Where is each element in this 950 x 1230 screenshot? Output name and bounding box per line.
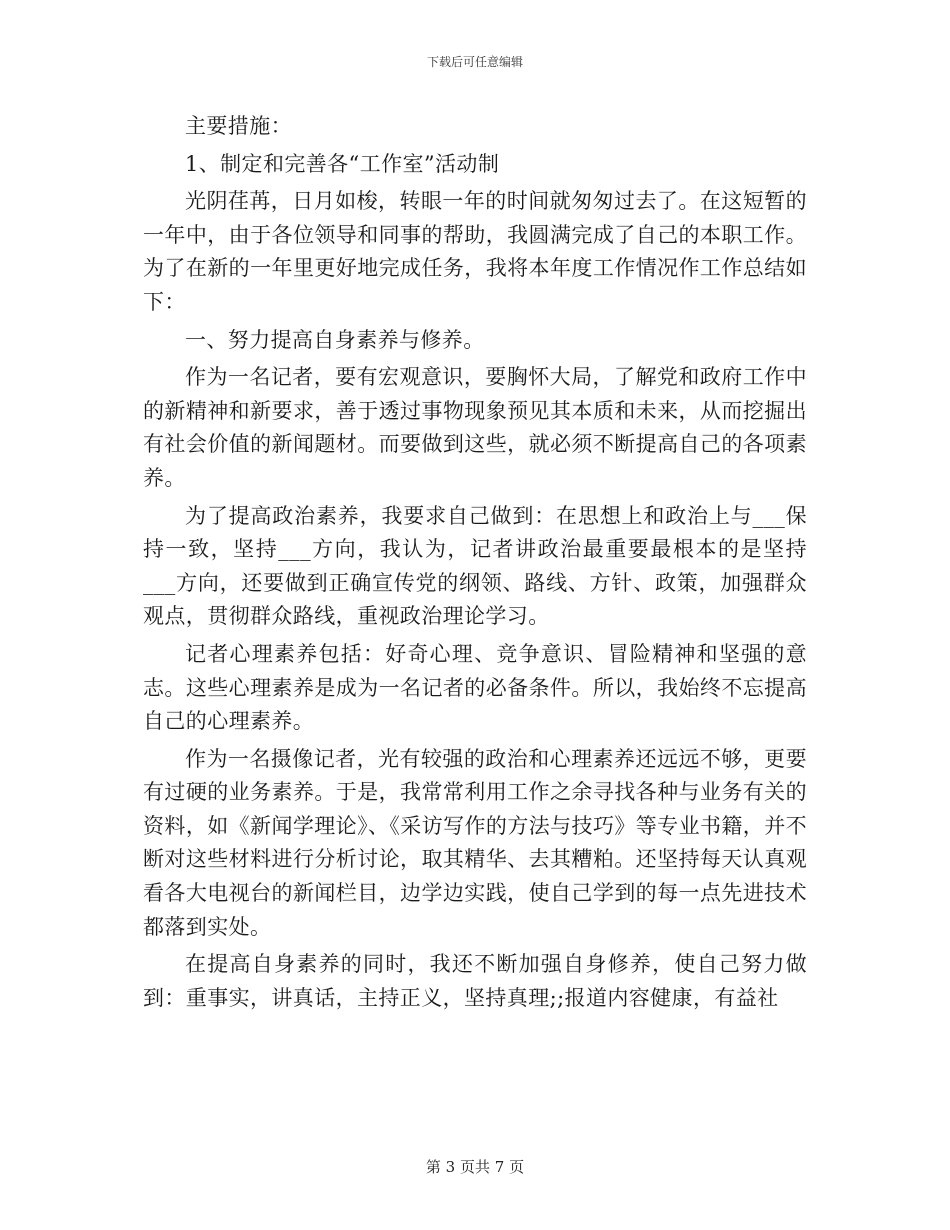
paragraph-self-cultivation: 在提高自身素养的同时，我还不断加强自身修养，使自己努力做到：重事实，讲真话，主持正义，坚持真理;;报道内容健康，有益社	[143, 952, 807, 1010]
paragraph-professional-quality: 作为一名摄像记者，光有较强的政治和心理素养还远远不够，更要有过硬的业务素养。于是，我常常利用工作之余寻找各种与业务有关的资料，如《新闻学理论》、《采访写作的方法与技巧》等专业书籍，并不断对这些材料进行分析讨论，取其精华、去其糟粕。还坚持每天认真观看各大电视台的新闻栏目，边学边实践，使自己学到的每一点先进技术都落到实处。	[143, 746, 807, 939]
paragraph-main-measures: 主要措施：	[185, 114, 292, 138]
paragraph-intro: 光阴荏苒，日月如梭，转眼一年的时间就匆匆过去了。在这短暂的一年中，由于各位领导和同事的帮助，我圆满完成了自己的本职工作。为了在新的一年里更好地完成任务，我将本年度工作情况作工作总结如下：	[143, 189, 807, 314]
paragraph-psychological-quality: 记者心理素养包括：好奇心理、竞争意识、冒险精神和坚强的意志。这些心理素养是成为一名记者的必备条件。所以，我始终不忘提高自己的心理素养。	[143, 641, 807, 734]
paragraph-political-quality: 为了提高政治素养，我要求自己做到：在思想上和政治上与___保持一致，坚持___方向，我认为，记者讲政治最重要最根本的是坚持___方向，还要做到正确宣传党的纲领、路线、方针、政策，加强群众观点，贯彻群众路线，重视政治理论学习。	[143, 503, 807, 629]
page-footer: 第 3 页共 7 页	[425, 1158, 525, 1176]
paragraph-item-1: 1、制定和完善各“工作室”活动制	[185, 151, 500, 176]
section-heading-1: 一、努力提高自身素养与修养。	[185, 327, 485, 352]
paragraph-macro-awareness: 作为一名记者，要有宏观意识，要胸怀大局，了解党和政府工作中的新精神和新要求，善于透过事物现象预见其本质和未来，从而挖掘出有社会价值的新闻题材。而要做到这些，就必须不断提高自己的各项素养。	[143, 365, 807, 490]
document-body	[143, 110, 807, 1015]
page-header: 下载后可任意编辑	[426, 55, 523, 69]
